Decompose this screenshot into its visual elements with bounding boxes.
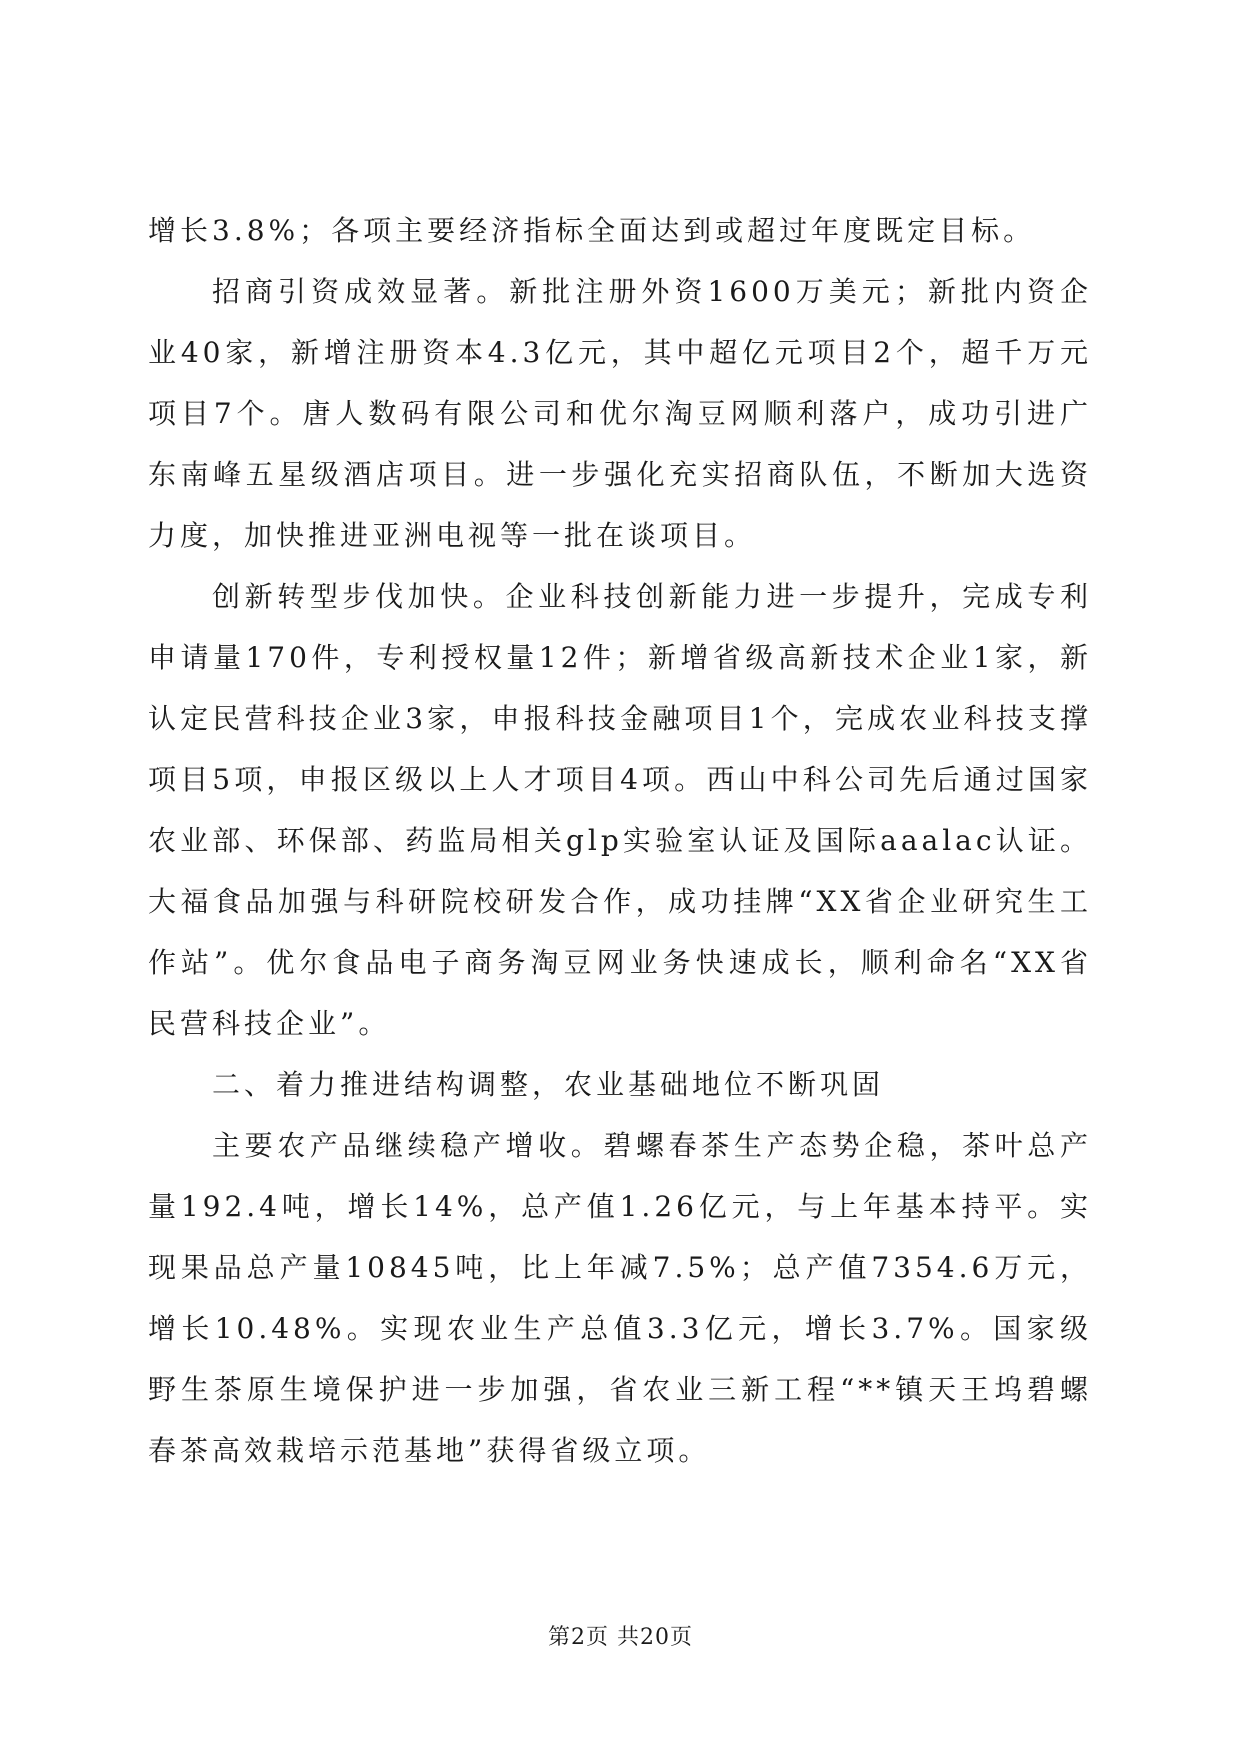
paragraph-innovation: 创新转型步伐加快。企业科技创新能力进一步提升，完成专利申请量170件，专利授权量12件；新增省级高新技术企业1家，新认定民营科技企业3家，申报科技金融项目1个，完成农业科技支撑项目5项，申报区级以上人才项目4项。西山中科公司先后通过国家农业部、环保部、药监局相关glp实验室认证及国际aaalac认证。大福食品加强与科研院校研发合作，成功挂牌“XX省企业研究生工作站”。优尔食品电子商务淘豆网业务快速成长，顺利命名“XX省民营科技企业”。 (148, 580, 1092, 1040)
paragraph-agriculture: 主要农产品继续稳产增收。碧螺春茶生产态势企稳，茶叶总产量192.4吨，增长14%，总产值1.26亿元，与上年基本持平。实现果品总产量10845吨，比上年减7.5%；总产值7354.6万元，增长10.48%。实现农业生产总值3.3亿元，增长3.7%。国家级野生茶原生境保护进一步加强，省农业三新工程“**镇天王坞碧螺春茶高效栽培示范基地”获得省级立项。 (148, 1129, 1092, 1467)
page-number-footer: 第2页 共20页 (548, 1625, 693, 1650)
section-heading: 二、着力推进结构调整，农业基础地位不断巩固 (212, 1068, 885, 1101)
paragraph-investment: 招商引资成效显著。新批注册外资1600万美元；新批内资企业40家，新增注册资本4.3亿元，其中超亿元项目2个，超千万元项目7个。唐人数码有限公司和优尔淘豆网顺利落户，成功引进广东南峰五星级酒店项目。进一步强化充实招商队伍，不断加大选资力度，加快推进亚洲电视等一批在谈项目。 (148, 275, 1092, 552)
document-body (148, 200, 1092, 1481)
paragraph-continuation: 增长3.8%；各项主要经济指标全面达到或超过年度既定目标。 (148, 214, 1036, 247)
